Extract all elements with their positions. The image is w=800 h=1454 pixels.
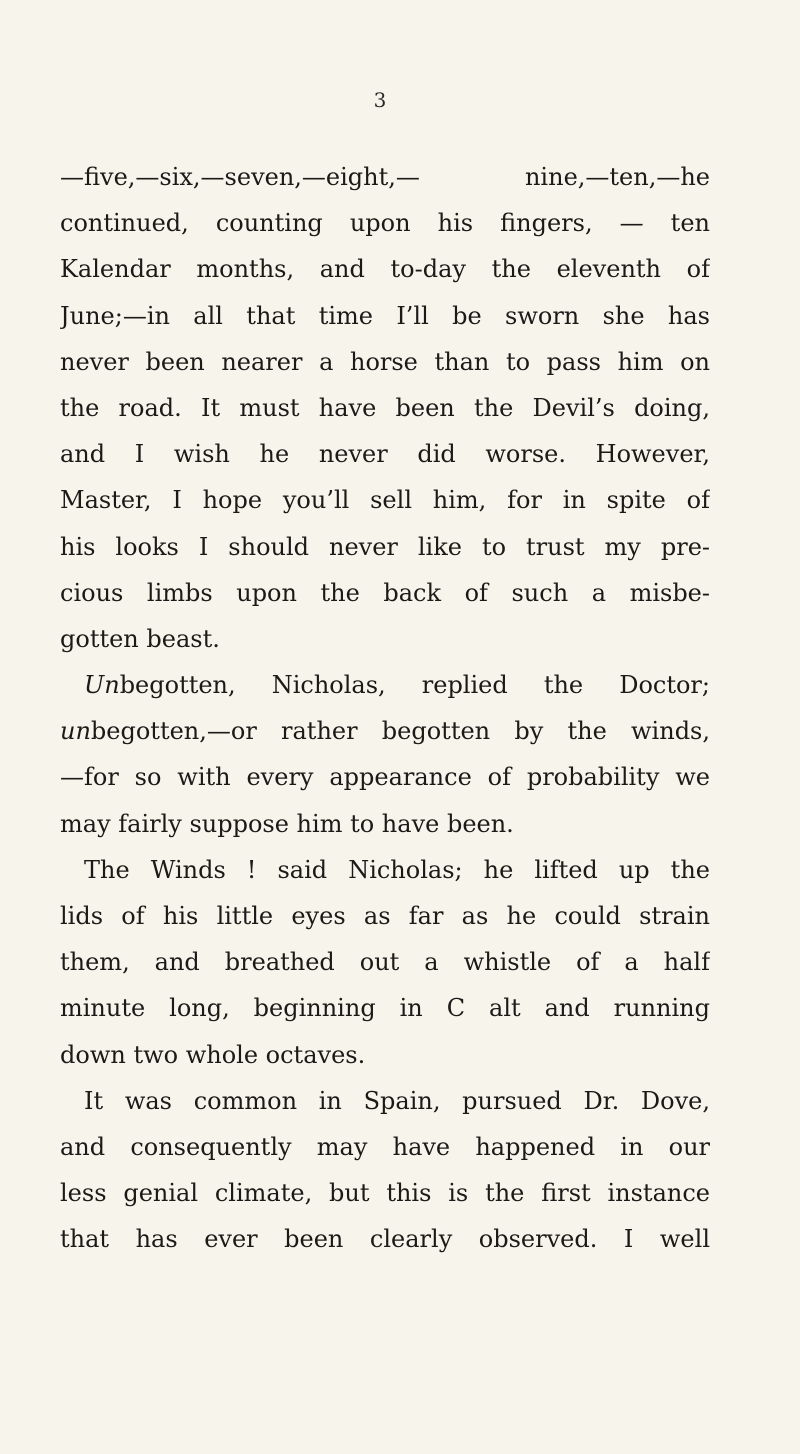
text-run: —for so with every appearance of probability we: [60, 763, 710, 792]
text-run: Master, I hope you’ll sell him, for in spite of: [60, 486, 710, 515]
text-line: [60, 570, 710, 616]
text-run: his looks I should never like to trust my pre-: [60, 532, 710, 561]
text-line: [60, 893, 710, 939]
text-line: [60, 708, 710, 754]
text-run: Kalendar months, and to-day the eleventh of: [60, 255, 710, 284]
text-line: [60, 524, 710, 570]
text-line: [60, 1032, 710, 1078]
text-run: —five,—six,—seven,—eight,— nine,—ten,—he: [60, 163, 710, 191]
text-run: lids of his little eyes as far as he could strain: [60, 902, 710, 930]
text-run: minute long, beginning in C alt and running: [60, 994, 710, 1023]
text-line: [60, 1124, 710, 1170]
text-line: [60, 339, 710, 385]
page-number: 3: [373, 88, 387, 112]
text-line: [60, 293, 710, 339]
text-line: [60, 662, 710, 708]
text-run: the road. It must have been the Devil’s doing,: [60, 393, 710, 422]
text-run: continued, counting upon his fingers, — ten: [60, 209, 710, 238]
text-line: [60, 477, 710, 523]
text-run: may fairly suppose him to have been.: [60, 809, 514, 838]
text-line: [60, 1170, 710, 1216]
text-run: The Winds ! said Nicholas; he lifted up the: [84, 855, 710, 884]
text-line: [60, 1078, 710, 1124]
text-run: cious limbs upon the back of such a misbe-: [60, 578, 710, 607]
text-run: that has ever been clearly observed. I well: [60, 1225, 710, 1254]
text-run: them, and breathed out a whistle of a half: [60, 948, 710, 977]
text-run: down two whole octaves.: [60, 1040, 366, 1069]
text-line: [60, 431, 710, 477]
text-line: [60, 1216, 710, 1262]
body-text: [60, 154, 710, 1263]
text-line: [60, 154, 710, 200]
text-line: [60, 801, 710, 847]
text-line: [60, 200, 710, 246]
text-line: [60, 939, 710, 985]
text-run: and I wish he never did worse. However,: [60, 440, 710, 469]
text-run: gotten beast.: [60, 624, 220, 653]
text-line: [60, 616, 710, 662]
text-run: begotten, Nicholas, replied the Doctor;: [119, 671, 710, 700]
italic-text: un: [60, 717, 91, 746]
text-line: [60, 754, 710, 800]
text-line: [60, 985, 710, 1031]
text-line: [60, 385, 710, 431]
italic-text: Un: [84, 671, 120, 700]
text-run: and consequently may have happened in our: [60, 1132, 710, 1161]
text-line: [60, 246, 710, 292]
text-run: never been nearer a horse than to pass him on: [60, 347, 710, 376]
text-run: It was common in Spain, pursued Dr. Dove,: [84, 1086, 710, 1115]
text-run: June;—in all that time I’ll be sworn she has: [60, 301, 710, 330]
text-run: begotten,—or rather begotten by the winds,: [90, 717, 710, 746]
text-line: [60, 847, 710, 893]
text-run: less genial climate, but this is the first instance: [60, 1179, 710, 1208]
